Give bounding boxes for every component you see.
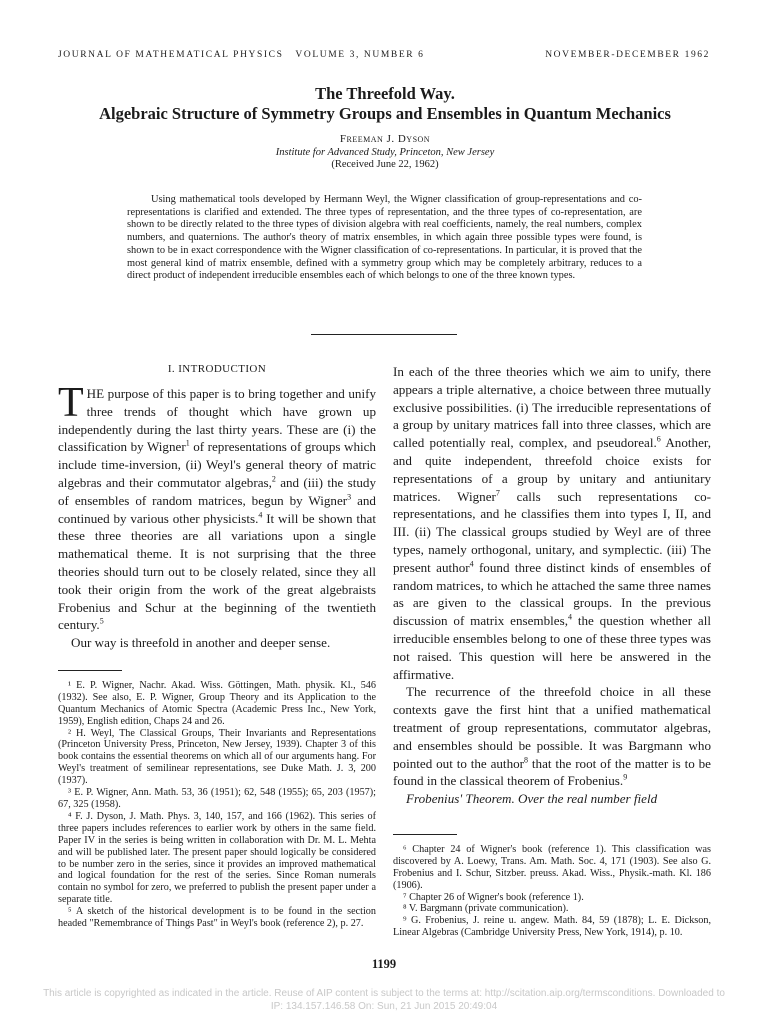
footnote-rule bbox=[393, 834, 457, 835]
footnote: ⁶ Chapter 24 of Wigner's book (reference 1). This classification was discovered by A. Loewy, Trans. Am. Math. Soc. 4, 171 (1903). See also G. Frobenius and I. Schur, Sitzber. preuss. Akad. Wiss., Physik.-math. Kl. 186 (1906). bbox=[393, 843, 711, 891]
drop-cap: T bbox=[58, 380, 84, 426]
footnote-ref[interactable]: 5 bbox=[99, 617, 104, 626]
right-column bbox=[393, 363, 711, 939]
footnote-ref[interactable]: 6 bbox=[656, 434, 661, 444]
footnote: ⁵ A sketch of the historical development is to be found in the section headed "Remembrance of Things Past" in Weyl's book (reference 2), p. 27. bbox=[58, 906, 376, 930]
journal-date: NOVEMBER-DECEMBER 1962 bbox=[545, 50, 710, 60]
copyright-line-1: This article is copyrighted as indicated in the article. Reuse of AIP content is subject to the terms at: http://scitation.aip.org/termsconditions. Downloaded to bbox=[43, 988, 725, 999]
copyright-line-2: IP: 134.157.146.58 On: Sun, 21 Jun 2015 20:49:04 bbox=[270, 1000, 498, 1012]
intro-paragraph-1: THE purpose of this paper is to bring together and unify three trends of thought which have grown up independently during the last thirty years. These are (i) the classification by Wigner$^1$ of representations of groups which include time-inversion, (ii) Weyl's general theory of matric algebras and their commutator algebras,$^2$ and (iii) the study of ensembles of random matrices, begun by Wigner$^3$ and continued by various other physicists.$^4$ It will be shown that these three theories are all variations upon a single mathematical theme. It is not surprising that the three theories should turn out to be closely related, since they all took their origin from the work of the great algebraists Frobenius and Schur at the beginning of the twentieth century.$^5$ bbox=[58, 380, 377, 633]
journal-header bbox=[58, 50, 710, 60]
footnote-ref[interactable]: 3 bbox=[347, 492, 352, 502]
footnote-ref[interactable]: 4 bbox=[258, 510, 263, 520]
journal-name: JOURNAL OF MATHEMATICAL PHYSICS bbox=[58, 50, 284, 60]
copyright-notice bbox=[0, 988, 768, 1013]
title-block bbox=[60, 84, 710, 170]
footnote-ref[interactable]: 9 bbox=[623, 772, 628, 782]
frobenius-theorem-start: Frobenius' Theorem. Over the real number field bbox=[406, 791, 658, 807]
journal-volume: VOLUME 3, NUMBER 6 bbox=[295, 50, 425, 60]
footnote: ⁸ V. Bargmann (private communication). bbox=[403, 903, 569, 915]
footnote-ref[interactable]: 8 bbox=[524, 755, 529, 765]
intro-paragraph-3: In each of the three theories which we aim to unify, there appears a triple alternative, a choice between three mutually exclusive possibilities. (i) The irreducible representations of a group by unitary matrices fall into three classes, which are called potentially real, complex, and pseudoreal.$^6$ Another, and quite independent, threefold choice exists for representations of a group by unitary and antiunitary matrices. Wigner$^7$ calls such representations co-representations, and he classifies them into types I, II, and III. (ii) The classical groups studied by Weyl are of three types, namely orthogonal, unitary, and symplectic. (iii) The present author$^4$ found three distinct kinds of ensembles of random matrices, to which he attached the same three names as are given to the classical groups. In the previous discussion of matrix ensembles,$^4$ the question whether all irreducible ensembles belong to one of these three types was not raised. This question will here be answered in the affirmative. bbox=[393, 364, 711, 682]
received-date: (Received June 22, 1962) bbox=[331, 159, 439, 170]
abstract-text: Using mathematical tools developed by Hermann Weyl, the Wigner classification of group-representations and co-representations is clarified and extended. The three types of representation, and the three types of co-representation, are shown to be directly related to the three types of division algebra with real coefficients, namely, the real numbers, complex numbers, and quaternions. The author's theory of matrix ensembles, in which again three possible types were found, is shown to be in exact correspondence with the Wigner classification of co-representations. In particular, it is proved that the most general kind of matrix ensemble, defined with a symmetry group which may be completely arbitrary, reduces to a direct product of independent irreducible ensembles each of which belongs to one of the three known types. bbox=[127, 194, 642, 282]
abstract bbox=[127, 194, 642, 283]
author-name-text: Freeman J. Dyson bbox=[339, 133, 431, 145]
author-name bbox=[60, 133, 710, 145]
footnotes-left bbox=[58, 680, 376, 930]
footnote-ref[interactable]: 4 bbox=[568, 612, 572, 622]
abstract-divider bbox=[311, 334, 457, 335]
footnote: ² H. Weyl, The Classical Groups, Their Invariants and Representations (Princeton University Press, Princeton, New Jersey, 1939). Chapter 3 of this book contains the essential theorems on which all of our arguments hang. For Weyl's treatment of semilinear representations, see Duke Math. J. 3, 200 (1937). bbox=[58, 727, 376, 787]
footnote: ⁹ G. Frobenius, J. reine u. angew. Math. 84, 59 (1878); L. E. Dickson, Linear Algebras (Cambridge University Press, New York, 1914), p. 10. bbox=[393, 915, 711, 939]
footnote: ¹ E. P. Wigner, Nachr. Akad. Wiss. Göttingen, Math. physik. Kl., 546 (1932). See also, E. P. Wigner, Group Theory and its Application to the Quantum Mechanics of Atomic Spectra (Academic Press Inc., New York, 1959), English edition, Chaps 24 and 26. bbox=[58, 679, 376, 727]
intro-paragraph-2: Our way is threefold in another and deeper sense. bbox=[71, 635, 331, 651]
footnote-ref[interactable]: 4 bbox=[469, 559, 474, 569]
left-column bbox=[58, 363, 376, 930]
intro-paragraph-4: The recurrence of the threefold choice in all these contexts gave the first hint that a unified mathematical treatment of group representations, commutator algebras, and ensembles should be possible. It was Bargmann who pointed out to the author$^8$ that the root of the matter is to be found in the classical theorem of Frobenius.$^9$ bbox=[393, 684, 711, 789]
footnote-ref[interactable]: 1 bbox=[185, 439, 190, 449]
paper-title-line-1: The Threefold Way. bbox=[315, 84, 455, 103]
page-number: 1199 bbox=[371, 957, 397, 971]
footnote: ⁴ F. J. Dyson, J. Math. Phys. 3, 140, 157, and 166 (1962). This series of three papers includes references to earlier work by others in the same field. Paper IV in the series is being written in collaboration with Dr. M. L. Mehta and will be published later. The present paper should logically be considered to be number zero in the series, since it provides an improved mathematical and logical foundation for the rest of the series. Since Roman numerals contain no symbol for zero, we preferred to publish the present paper under a separate title. bbox=[58, 810, 376, 906]
section-heading: I. INTRODUCTION bbox=[167, 363, 267, 375]
footnote: ⁷ Chapter 26 of Wigner's book (reference 1). bbox=[403, 891, 584, 903]
footnote-ref[interactable]: 7 bbox=[495, 488, 500, 498]
footnote: ³ E. P. Wigner, Ann. Math. 53, 36 (1951); 62, 548 (1955); 65, 203 (1957); 67, 325 (1958). bbox=[58, 787, 376, 811]
author-affiliation: Institute for Advanced Study, Princeton, New Jersey bbox=[275, 147, 495, 158]
footnotes-right bbox=[393, 844, 711, 939]
footnote-rule bbox=[58, 670, 122, 671]
footnote-ref[interactable]: 2 bbox=[271, 474, 276, 484]
paper-title-line-2: Algebraic Structure of Symmetry Groups and Ensembles in Quantum Mechanics bbox=[99, 104, 671, 123]
